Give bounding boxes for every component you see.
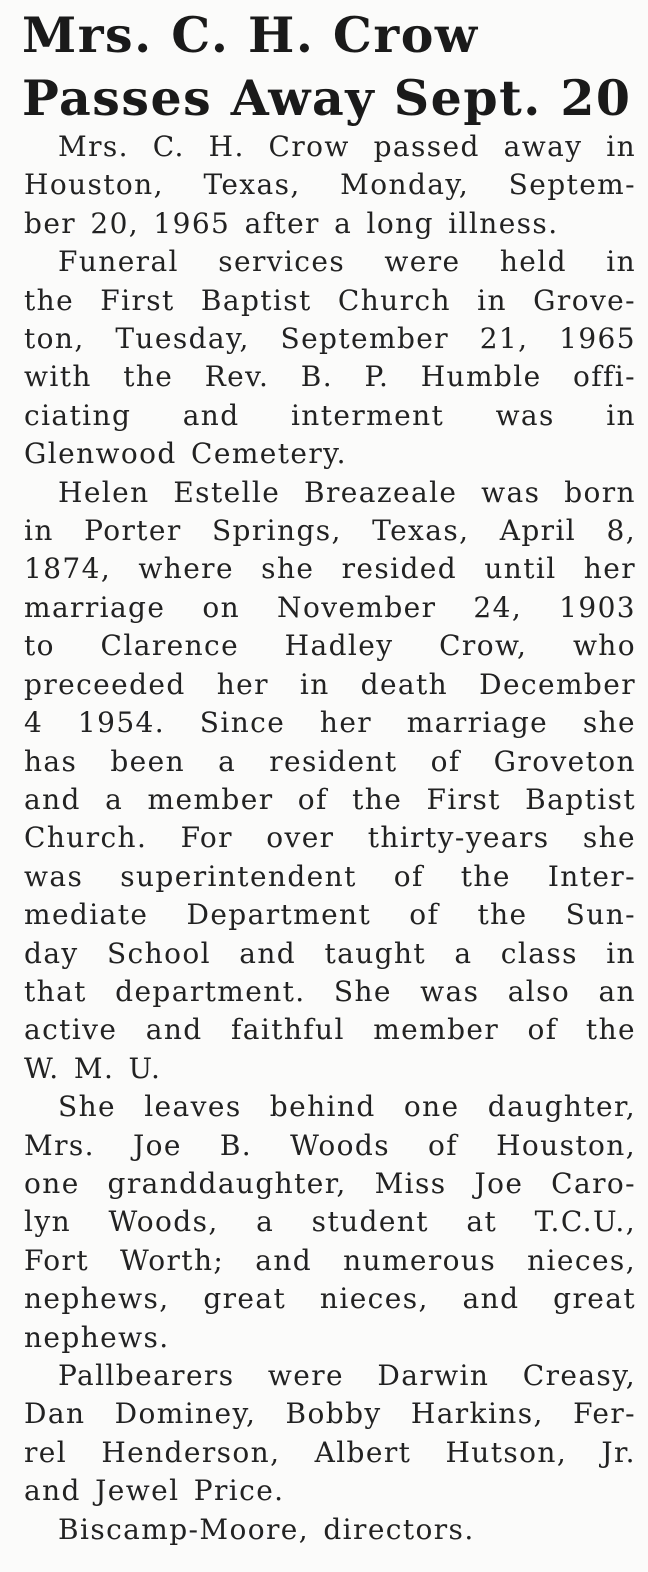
article-line: that department. She was also an <box>24 974 636 1008</box>
article-line: Dan Dominey, Bobby Harkins, Fer- <box>24 1397 636 1431</box>
article-body <box>24 128 636 1549</box>
article-line: preceeded her in death December <box>24 667 636 701</box>
headline <box>22 4 642 130</box>
article-line: ton, Tuesday, September 21, 1965 <box>24 322 636 356</box>
article-line: Fort Worth; and numerous nieces, <box>24 1243 636 1277</box>
article-line: She leaves behind one daughter, <box>58 1090 636 1124</box>
article-line: Church. For over thirty-years she <box>24 821 636 855</box>
article-line: active and faithful member of the <box>24 1013 636 1047</box>
article-line: Mrs. C. H. Crow passed away in <box>58 130 636 163</box>
article-line: day School and taught a class in <box>24 936 636 970</box>
article-line: to Clarence Hadley Crow, who <box>24 629 636 663</box>
article-line: nephews. <box>24 1320 170 1354</box>
article-paragraph <box>24 474 636 1089</box>
article-line: the First Baptist Church in Grove- <box>24 283 636 317</box>
article-line: W. M. U. <box>24 1051 162 1085</box>
article-line: Glenwood Cemetery. <box>24 437 347 471</box>
article-line: Biscamp-Moore, directors. <box>58 1512 475 1546</box>
article-line: in Porter Springs, Texas, April 8, <box>24 514 636 548</box>
article-line: Pallbearers were Darwin Creasy, <box>58 1359 636 1392</box>
article-line: mediate Department of the Sun- <box>24 898 636 932</box>
article-line: lyn Woods, a student at T.C.U., <box>24 1205 636 1239</box>
article-paragraph <box>24 128 636 243</box>
article-line: has been a resident of Groveton <box>24 744 636 778</box>
article-line: Mrs. Joe B. Woods of Houston, <box>24 1128 636 1162</box>
article-line: rel Henderson, Albert Hutson, Jr. <box>24 1435 636 1469</box>
article-paragraph <box>24 243 636 473</box>
article-line: marriage on November 24, 1903 <box>24 590 636 624</box>
article-paragraph <box>24 1357 636 1511</box>
headline-line-2: Passes Away Sept. 20 <box>22 69 632 127</box>
article-paragraph <box>24 1511 636 1549</box>
article-line: Houston, Texas, Monday, Septem- <box>24 168 636 202</box>
article-line: and a member of the First Baptist <box>24 782 636 816</box>
article-line: nephews, great nieces, and great <box>24 1282 636 1316</box>
article-line: ber 20, 1965 after a long illness. <box>24 206 559 240</box>
article-line: one granddaughter, Miss Joe Caro- <box>24 1166 636 1200</box>
headline-line-1: Mrs. C. H. Crow <box>22 6 479 64</box>
article-line: and Jewel Price. <box>24 1474 285 1508</box>
article-line: was superintendent of the Inter- <box>24 859 636 893</box>
article-line: 4 1954. Since her marriage she <box>24 706 636 740</box>
article-line: with the Rev. B. P. Humble offi- <box>24 360 636 394</box>
article-line: ciating and interment was in <box>24 398 636 432</box>
article-line: Helen Estelle Breazeale was born <box>58 475 636 509</box>
article-line: 1874, where she resided until her <box>24 552 636 586</box>
article-line: Funeral services were held in <box>58 245 636 279</box>
article-paragraph <box>24 1088 636 1357</box>
